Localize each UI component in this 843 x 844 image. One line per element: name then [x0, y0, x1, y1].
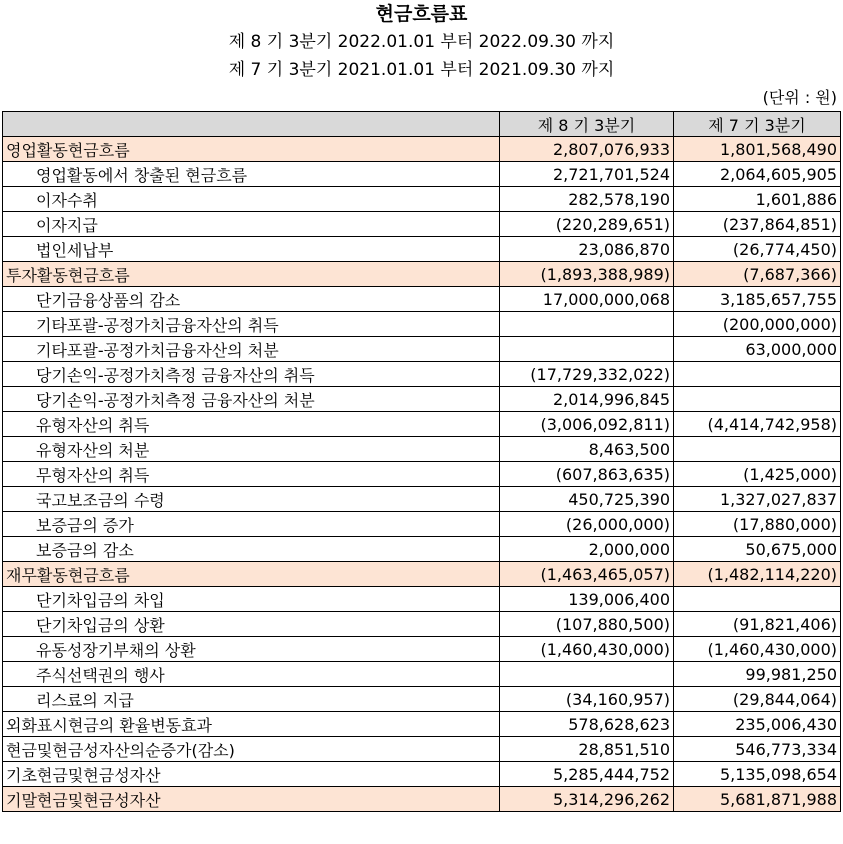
prior-period-value — [674, 437, 841, 462]
current-period-value: 17,000,000,068 — [500, 287, 674, 312]
current-period-value: 450,725,390 — [500, 487, 674, 512]
current-period-value — [500, 662, 674, 687]
prior-period-value: 1,327,027,837 — [674, 487, 841, 512]
table-row — [3, 487, 841, 512]
current-period-value: 28,851,510 — [500, 737, 674, 762]
table-row — [3, 412, 841, 437]
row-label: 기초현금및현금성자산 — [3, 762, 500, 787]
row-label: 리스료의 지급 — [3, 687, 500, 712]
prior-period-value: 3,185,657,755 — [674, 287, 841, 312]
table-row — [3, 762, 841, 787]
table-row — [3, 562, 841, 587]
report-header — [0, 0, 843, 84]
table-row — [3, 212, 841, 237]
prior-period-value: 546,773,334 — [674, 737, 841, 762]
cash-flow-table — [2, 111, 841, 812]
current-period-value: (1,893,388,989) — [500, 262, 674, 287]
current-period-value: (107,880,500) — [500, 612, 674, 637]
row-label: 이자지급 — [3, 212, 500, 237]
table-row — [3, 287, 841, 312]
table-row — [3, 512, 841, 537]
table-row — [3, 137, 841, 162]
prior-period-value: (1,425,000) — [674, 462, 841, 487]
prior-period-value: 5,135,098,654 — [674, 762, 841, 787]
row-label: 유동성장기부채의 상환 — [3, 637, 500, 662]
prior-period-value: 235,006,430 — [674, 712, 841, 737]
row-label: 이자수취 — [3, 187, 500, 212]
current-period-value: 2,014,996,845 — [500, 387, 674, 412]
table-row — [3, 162, 841, 187]
table-row — [3, 387, 841, 412]
table-row — [3, 712, 841, 737]
table-row — [3, 662, 841, 687]
current-period-value: (1,460,430,000) — [500, 637, 674, 662]
prior-period-value: 50,675,000 — [674, 537, 841, 562]
current-period-value: 8,463,500 — [500, 437, 674, 462]
row-label: 당기손익-공정가치측정 금융자산의 취득 — [3, 362, 500, 387]
row-label: 무형자산의 취득 — [3, 462, 500, 487]
row-label: 국고보조금의 수령 — [3, 487, 500, 512]
current-period-value: 2,807,076,933 — [500, 137, 674, 162]
current-period-value: 2,721,701,524 — [500, 162, 674, 187]
table-row — [3, 787, 841, 812]
prior-period-value: (29,844,064) — [674, 687, 841, 712]
header-row — [3, 112, 841, 137]
current-period-value: (26,000,000) — [500, 512, 674, 537]
prior-period-value: 63,000,000 — [674, 337, 841, 362]
table-row — [3, 687, 841, 712]
row-label: 현금및현금성자산의순증가(감소) — [3, 737, 500, 762]
prior-period-value: (1,460,430,000) — [674, 637, 841, 662]
prior-period-value: (91,821,406) — [674, 612, 841, 637]
current-period-value: 23,086,870 — [500, 237, 674, 262]
table-row — [3, 462, 841, 487]
row-label: 보증금의 증가 — [3, 512, 500, 537]
prior-period-value: 5,681,871,988 — [674, 787, 841, 812]
prior-period-value: (237,864,851) — [674, 212, 841, 237]
row-label: 외화표시현금의 환율변동효과 — [3, 712, 500, 737]
current-period-value: (3,006,092,811) — [500, 412, 674, 437]
current-period-value: (220,289,651) — [500, 212, 674, 237]
prior-period-value: 1,801,568,490 — [674, 137, 841, 162]
table-row — [3, 362, 841, 387]
table-row — [3, 612, 841, 637]
row-label: 단기차입금의 차입 — [3, 587, 500, 612]
prior-period-value — [674, 362, 841, 387]
prior-period-value: (17,880,000) — [674, 512, 841, 537]
table-row — [3, 737, 841, 762]
unit-label: (단위 : 원) — [762, 88, 837, 107]
row-label: 기타포괄-공정가치금융자산의 처분 — [3, 337, 500, 362]
table-row — [3, 587, 841, 612]
current-period-value: 139,006,400 — [500, 587, 674, 612]
prior-period-value: 2,064,605,905 — [674, 162, 841, 187]
prior-period-value: (1,482,114,220) — [674, 562, 841, 587]
prior-period-value: (7,687,366) — [674, 262, 841, 287]
row-label: 보증금의 감소 — [3, 537, 500, 562]
row-label: 주식선택권의 행사 — [3, 662, 500, 687]
table-row — [3, 237, 841, 262]
table-row — [3, 187, 841, 212]
current-period-value: 282,578,190 — [500, 187, 674, 212]
row-label: 법인세납부 — [3, 237, 500, 262]
table-row — [3, 637, 841, 662]
row-label: 유형자산의 처분 — [3, 437, 500, 462]
current-period-value: (34,160,957) — [500, 687, 674, 712]
prior-period-value: 1,601,886 — [674, 187, 841, 212]
table-row — [3, 262, 841, 287]
row-label: 기타포괄-공정가치금융자산의 취득 — [3, 312, 500, 337]
current-period-value — [500, 312, 674, 337]
table-row — [3, 312, 841, 337]
page-title: 현금흐름표 — [375, 3, 468, 25]
row-label: 당기손익-공정가치측정 금융자산의 처분 — [3, 387, 500, 412]
header-current-period: 제 8 기 3분기 — [500, 112, 674, 137]
prior-period-value: (4,414,742,958) — [674, 412, 841, 437]
current-period-value: 5,285,444,752 — [500, 762, 674, 787]
current-period-value — [500, 337, 674, 362]
current-period-value: 2,000,000 — [500, 537, 674, 562]
row-label: 영업활동현금흐름 — [3, 137, 500, 162]
current-period-value: (1,463,465,057) — [500, 562, 674, 587]
row-label: 단기차입금의 상환 — [3, 612, 500, 637]
table-row — [3, 437, 841, 462]
current-period: 제 8 기 3분기 2022.01.01 부터 2022.09.30 까지 — [228, 32, 615, 52]
current-period-value: 5,314,296,262 — [500, 787, 674, 812]
prior-period: 제 7 기 3분기 2021.01.01 부터 2021.09.30 까지 — [228, 60, 615, 80]
table-row — [3, 537, 841, 562]
row-label: 유형자산의 취득 — [3, 412, 500, 437]
prior-period-value: (26,774,450) — [674, 237, 841, 262]
current-period-value: 578,628,623 — [500, 712, 674, 737]
prior-period-value — [674, 587, 841, 612]
table-body — [3, 137, 841, 812]
row-label: 재무활동현금흐름 — [3, 562, 500, 587]
header-blank — [3, 112, 500, 137]
row-label: 영업활동에서 창출된 현금흐름 — [3, 162, 500, 187]
prior-period-value: 99,981,250 — [674, 662, 841, 687]
table-row — [3, 337, 841, 362]
current-period-value: (17,729,332,022) — [500, 362, 674, 387]
row-label: 투자활동현금흐름 — [3, 262, 500, 287]
prior-period-value: (200,000,000) — [674, 312, 841, 337]
prior-period-value — [674, 387, 841, 412]
row-label: 기말현금및현금성자산 — [3, 787, 500, 812]
current-period-value: (607,863,635) — [500, 462, 674, 487]
header-prior-period: 제 7 기 3분기 — [674, 112, 841, 137]
row-label: 단기금융상품의 감소 — [3, 287, 500, 312]
